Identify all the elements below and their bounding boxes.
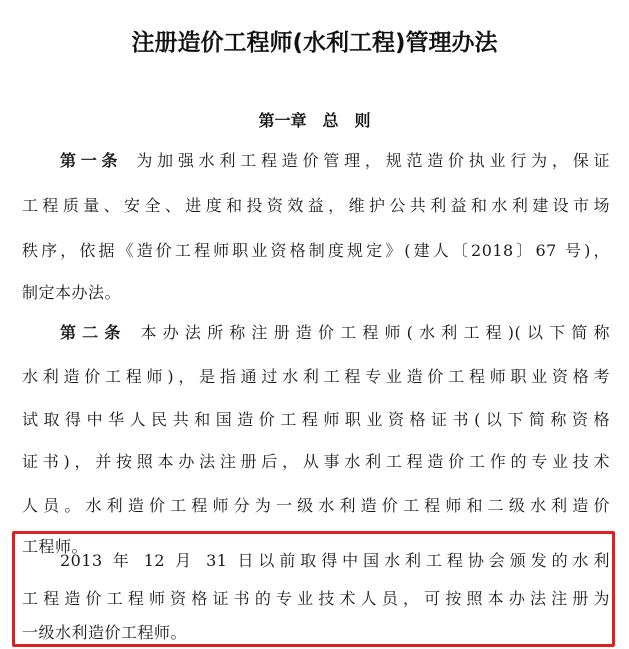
article2-line-5: 人员。水利造价工程师分为一级水利造价工程师和二级水利造价: [22, 496, 610, 515]
highlight-line-2: 工程造价工程师资格证书的专业技术人员，可按照本办法注册为: [22, 589, 610, 608]
article2-line-1: 第二条 本办法所称注册造价工程师(水利工程)(以下简称: [60, 323, 610, 342]
highlight-line-3: 一级水利造价工程师。: [22, 623, 188, 642]
chapter-heading: 第一章 总 则: [258, 111, 371, 130]
article1-line-2: 工程质量、安全、进度和投资效益，维护公共利益和水利建设市场: [22, 196, 610, 215]
article2-line-3: 试取得中华人民共和国造价工程师职业资格证书(以下简称资格: [22, 410, 610, 429]
article2-line-6: 工程师。: [22, 537, 89, 556]
article1-label: 第一条: [60, 151, 123, 170]
article2-line-2: 水利造价工程师)，是指通过水利工程专业造价工程师职业资格考: [22, 367, 610, 386]
article1-line-3: 秩序，依据《造价工程师职业资格制度规定》(建人〔2018〕67 号)，: [22, 241, 610, 260]
article2-label: 第二条: [60, 323, 127, 342]
article2-line-4: 证书)，并按照本办法注册后，从事水利工程造价工作的专业技术: [22, 452, 610, 471]
article1-line-4: 制定本办法。: [22, 283, 122, 302]
highlight-line-1: 2013 年 12 月 31 日以前取得中国水利工程协会颁发的水利: [60, 551, 610, 570]
document-title: 注册造价工程师(水利工程)管理办法: [131, 30, 498, 56]
article1-line-1: 第一条 为加强水利工程造价管理，规范造价执业行为，保证: [60, 151, 610, 170]
